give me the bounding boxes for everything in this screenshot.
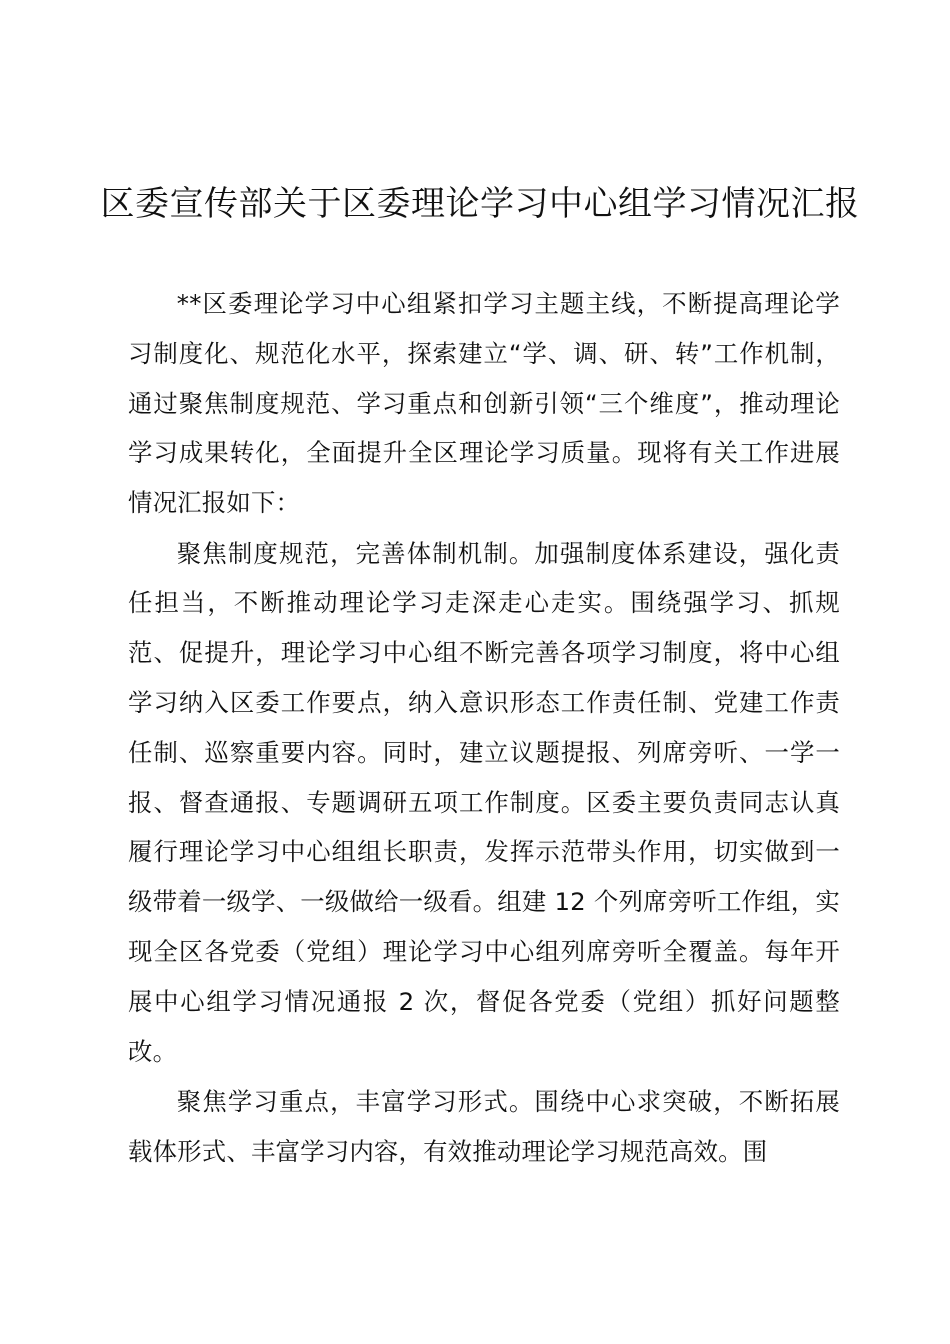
document-body xyxy=(128,279,840,1177)
document-title: 区委宣传部关于区委理论学习中心组学习情况汇报 xyxy=(100,184,860,224)
paragraph-institutional-norms: 聚焦制度规范，完善体制机制。加强制度体系建设，强化责任担当，不断推动理论学习走深走心走实。围绕强学习、抓规范、促提升，理论学习中心组不断完善各项学习制度，将中心组学习纳入区委工作要点，纳入意识形态工作责任制、党建工作责任制、巡察重要内容。同时，建立议题提报、列席旁听、一学一报、督查通报、专题调研五项工作制度。区委主要负责同志认真履行理论学习中心组组长职责，发挥示范带头作用，切实做到一级带着一级学、一级做给一级看。组建 12 个列席旁听工作组，实现全区各党委（党组）理论学习中心组列席旁听全覆盖。每年开展中心组学习情况通报 2 次，督促各党委（党组）抓好问题整改。 xyxy=(128,538,840,1066)
paragraph-intro: **区委理论学习中心组紧扣学习主题主线，不断提高理论学习制度化、规范化水平，探索建立“学、调、研、转”工作机制，通过聚焦制度规范、学习重点和创新引领“三个维度”，推动理论学习成果转化，全面提升全区理论学习质量。现将有关工作进展情况汇报如下： xyxy=(128,289,840,518)
paragraph-learning-focus: 聚焦学习重点，丰富学习形式。围绕中心求突破，不断拓展载体形式、丰富学习内容，有效推动理论学习规范高效。围 xyxy=(128,1086,840,1166)
